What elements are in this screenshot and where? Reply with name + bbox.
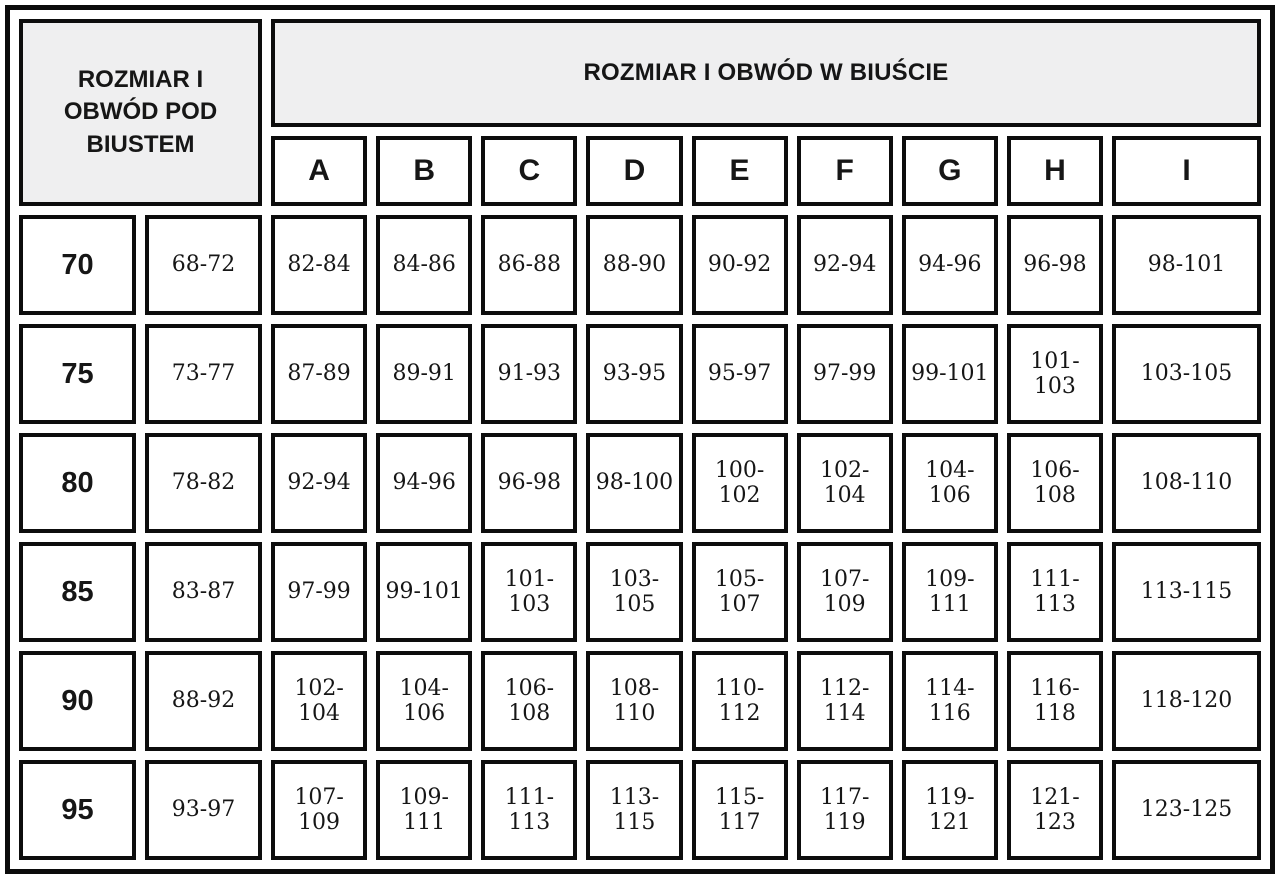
cup-column-header-B: B (376, 136, 472, 206)
underbust-range-cell: 73-77 (145, 324, 262, 424)
cup-column-header-E: E (692, 136, 788, 206)
bust-range-cell: 96-98 (1007, 215, 1103, 315)
bust-range-cell: 95-97 (692, 324, 788, 424)
bust-range-cell: 103-105 (1112, 324, 1261, 424)
bust-range-cell: 102-104 (271, 651, 367, 751)
bust-range-cell: 98-100 (586, 433, 682, 533)
bust-range-cell: 99-101 (902, 324, 998, 424)
band-size-cell: 75 (19, 324, 136, 424)
bust-band-header: ROZMIAR I OBWÓD W BIUŚCIE (271, 19, 1261, 127)
underbust-range-cell: 78-82 (145, 433, 262, 533)
bust-range-cell: 92-94 (797, 215, 893, 315)
bust-range-cell: 112-114 (797, 651, 893, 751)
bust-range-cell: 104-106 (902, 433, 998, 533)
bust-range-cell: 109-111 (902, 542, 998, 642)
cup-column-header-F: F (797, 136, 893, 206)
bust-range-cell: 87-89 (271, 324, 367, 424)
bust-range-cell: 117-119 (797, 760, 893, 860)
underbust-range-cell: 93-97 (145, 760, 262, 860)
bust-range-cell: 113-115 (1112, 542, 1261, 642)
cup-column-header-H: H (1007, 136, 1103, 206)
size-chart-grid (19, 19, 1261, 860)
bust-range-cell: 88-90 (586, 215, 682, 315)
bust-range-cell: 109-111 (376, 760, 472, 860)
bust-range-cell: 103-105 (586, 542, 682, 642)
bust-range-cell: 106-108 (481, 651, 577, 751)
bust-range-cell: 118-120 (1112, 651, 1261, 751)
bust-range-cell: 93-95 (586, 324, 682, 424)
underbust-range-cell: 88-92 (145, 651, 262, 751)
bust-range-cell: 110-112 (692, 651, 788, 751)
bust-range-cell: 100-102 (692, 433, 788, 533)
band-size-cell: 70 (19, 215, 136, 315)
band-size-cell: 95 (19, 760, 136, 860)
bust-range-cell: 98-101 (1112, 215, 1261, 315)
cup-column-header-C: C (481, 136, 577, 206)
underbust-range-cell: 68-72 (145, 215, 262, 315)
bust-range-cell: 86-88 (481, 215, 577, 315)
bust-range-cell: 107-109 (797, 542, 893, 642)
bust-range-cell: 119-121 (902, 760, 998, 860)
bust-range-cell: 105-107 (692, 542, 788, 642)
bust-range-cell: 84-86 (376, 215, 472, 315)
band-size-cell: 80 (19, 433, 136, 533)
underbust-range-cell: 83-87 (145, 542, 262, 642)
bust-range-cell: 111-113 (481, 760, 577, 860)
band-size-cell: 90 (19, 651, 136, 751)
bust-range-cell: 121-123 (1007, 760, 1103, 860)
bust-range-cell: 114-116 (902, 651, 998, 751)
corner-header-label: ROZMIAR I OBWÓD POD BIUSTEM (63, 65, 218, 158)
bust-range-cell: 94-96 (376, 433, 472, 533)
bust-range-cell: 97-99 (797, 324, 893, 424)
cup-column-header-I: I (1112, 136, 1261, 206)
bust-range-cell: 123-125 (1112, 760, 1261, 860)
bust-range-cell: 101-103 (1007, 324, 1103, 424)
bust-range-cell: 101-103 (481, 542, 577, 642)
bust-range-cell: 104-106 (376, 651, 472, 751)
bust-range-cell: 99-101 (376, 542, 472, 642)
bust-range-cell: 97-99 (271, 542, 367, 642)
cup-column-header-A: A (271, 136, 367, 206)
size-chart (5, 5, 1275, 874)
cup-column-header-G: G (902, 136, 998, 206)
bust-range-cell: 116-118 (1007, 651, 1103, 751)
bust-range-cell: 111-113 (1007, 542, 1103, 642)
bust-range-cell: 90-92 (692, 215, 788, 315)
bust-range-cell: 89-91 (376, 324, 472, 424)
bust-range-cell: 108-110 (586, 651, 682, 751)
band-size-cell: 85 (19, 542, 136, 642)
bust-range-cell: 102-104 (797, 433, 893, 533)
cup-column-header-D: D (586, 136, 682, 206)
bust-range-cell: 91-93 (481, 324, 577, 424)
corner-header (19, 19, 262, 206)
bust-range-cell: 107-109 (271, 760, 367, 860)
bust-range-cell: 115-117 (692, 760, 788, 860)
bust-range-cell: 108-110 (1112, 433, 1261, 533)
bust-range-cell: 94-96 (902, 215, 998, 315)
bust-range-cell: 106-108 (1007, 433, 1103, 533)
bust-range-cell: 113-115 (586, 760, 682, 860)
bust-range-cell: 96-98 (481, 433, 577, 533)
bust-range-cell: 92-94 (271, 433, 367, 533)
bust-range-cell: 82-84 (271, 215, 367, 315)
